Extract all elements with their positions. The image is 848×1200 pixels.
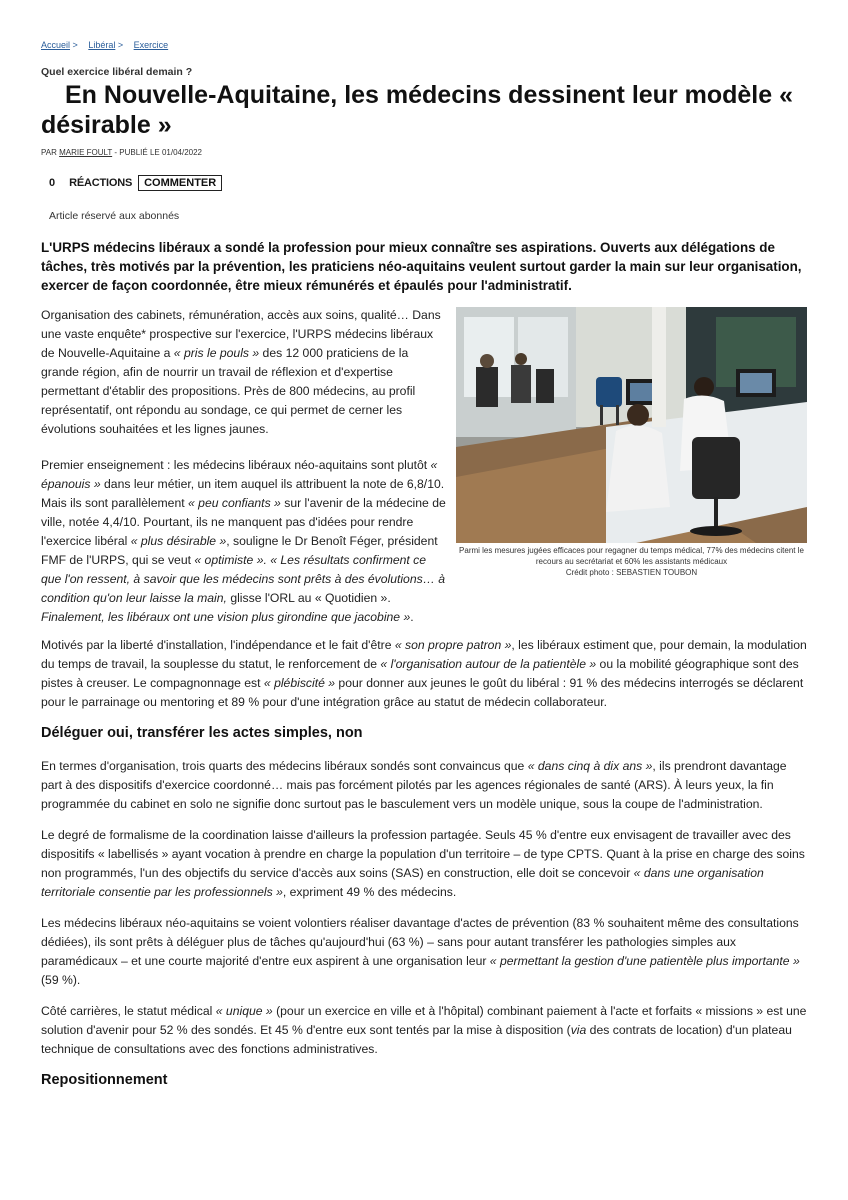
reactions-label: RÉACTIONS [69,177,133,189]
paragraph: Organisation des cabinets, rémunération, accès aux soins, qualité… Dans une vaste enquête* prospective sur l'exercice, l'URPS médecins libéraux de Nouvelle-Aquitaine a « pris le pouls » des 12 000 praticiens de la grande région, afin de nourrir un travail de réflexion et d'expertise permettant d'établir des propositions. Près de 800 médecins, au profil représentatif, ont répondu au sondage, ce qui permet de cerner les évolutions souhaitées et les lignes jaunes. [41,308,441,436]
paragraph: Côté carrières, le statut médical « unique » (pour un exercice en ville et à l'hôpital) combinant paiement à l'acte et forfaits « missions » est une solution d'avenir pour 52 % des sondés. Et 45 % d'entre eux sont tentés par la mise à disposition (via des contrats de location) d'un plateau technique de consultations avec des fonctions administratives. [41,1004,807,1056]
photo-caption-text: Parmi les mesures jugées efficaces pour regagner du temps médical, 77% des médecins citent le recours au secrétariat et 60% les assistants médicaux [459,546,804,566]
breadcrumb-link-exercice[interactable]: Exercice [133,40,169,50]
reactions-bar [49,175,222,191]
article-kicker: Quel exercice libéral demain ? [41,66,193,78]
article-body-column [41,306,446,447]
paragraph: Motivés par la liberté d'installation, l'indépendance et le fait d'être « son propre patron », les libéraux estiment que, pour demain, la modulation du temps de travail, la souplesse du statut, le renforcement de « l'organisation autour de la patientèle » ou la mobilité géographique sont des pistes à creuser. Le compagnonnage est « plébiscité » pour donner aux jeunes le goût du libéral : 91 % des médecins interrogés se déclarent pour le parrainage ou mentoring et 89 % pour d'une intégration grâce au statut de médecin collaborateur. [41,638,807,709]
breadcrumb [41,40,172,50]
author-link[interactable]: MARIE FOULT [59,148,113,157]
breadcrumb-separator: > [72,40,78,50]
byline-prefix: PAR [41,148,57,157]
breadcrumb-link-liberal[interactable]: Libéral [88,40,116,50]
section-heading: Déléguer oui, transférer les actes simples, non [41,725,363,741]
section-heading: Repositionnement [41,1072,168,1088]
breadcrumb-separator: > [117,40,124,50]
subscribers-note: Article réservé aux abonnés [49,210,180,222]
paragraph: En termes d'organisation, trois quarts des médecins libéraux sondés sont convaincus que « dans cinq à dix ans », ils prendront davantage part à des dispositifs d'exercice coordonné… mais pas forcément pilotés par les agences régionales de santé (ARS). À leurs yeux, la fin programmée du cabinet en solo ne signifie donc surtout pas le basculement vers un modèle unique, sous la coupe de l'administration. [41,759,787,811]
article-body-wrap [41,456,807,627]
paragraph: Le degré de formalisme de la coordination laisse d'ailleurs la profession partagée. Seuls 45 % d'entre eux envisagent de travailler avec des dispositifs « labellisés » ayant vocation à prendre en charge la population d'un territoire – de type CPTS. Quant à la prise en charge des soins non programmés, l'un des objectifs du service d'accès aux soins (SAS) en construction, elle doit se concevoir « dans une organisation territoriale consentie par les professionnels », expriment 49 % des médecins. [41,828,805,899]
breadcrumb-link-accueil[interactable]: Accueil [41,40,71,50]
paragraph: Les médecins libéraux néo-aquitains se voient volontiers réaliser davantage d'actes de prévention (83 % souhaitent même des consultations dédiées), ils sont prêts à déléguer plus de tâches qu'aujourd'hui (63 %) – sans pour autant transférer les pathologies simples aux paramédicaux – et une courte majorité d'entre eux aspirent à une organisation leur « permettant la gestion d'une patientèle plus importante » (59 %). [41,916,800,987]
byline [41,148,202,157]
article-title-text: En Nouvelle-Aquitaine, les médecins dessinent leur modèle « désirable » [41,81,793,139]
photo-credit: Crédit photo : SEBASTIEN TOUBON [565,568,698,577]
article-body-main [41,636,807,1090]
article-title [41,80,801,140]
publish-date: - PUBLIÉ LE 01/04/2022 [114,148,202,157]
paragraph: Premier enseignement : les médecins libéraux néo-aquitains sont plutôt « épanouis » dans leur métier, un item auquel ils attribuent la note de 6,8/10. Mais ils sont parallèlement « peu confiants » sur l'avenir de la médecine de ville, notée 4,4/10. Pourtant, ils ne manquent pas d'idées pour rendre l'exercice libéral « plus désirable », souligne le Dr Benoît Féger, président FMF de l'URPS, qui se veut « optimiste ». « Les résultats confirment ce que l'on ressent, à savoir que les médecins sont prêts à des évolutions… à condition qu'on leur laisse la main, glisse l'ORL au « Quotidien ». Finalement, les libéraux ont une vision plus girondine que jacobine ». [41,458,446,624]
reactions-count: 0 [49,177,56,189]
comment-button[interactable]: COMMENTER [138,175,222,191]
article-lead: L'URPS médecins libéraux a sondé la profession pour mieux connaître ses aspirations. Ouverts aux délégations de tâches, très motivés par la prévention, les praticiens néo-aquitains veulent surtout garder la main sur leur organisation, exercer de façon coordonnée, être mieux rémunérés et épaulés pour l'administratif. [41,240,802,293]
